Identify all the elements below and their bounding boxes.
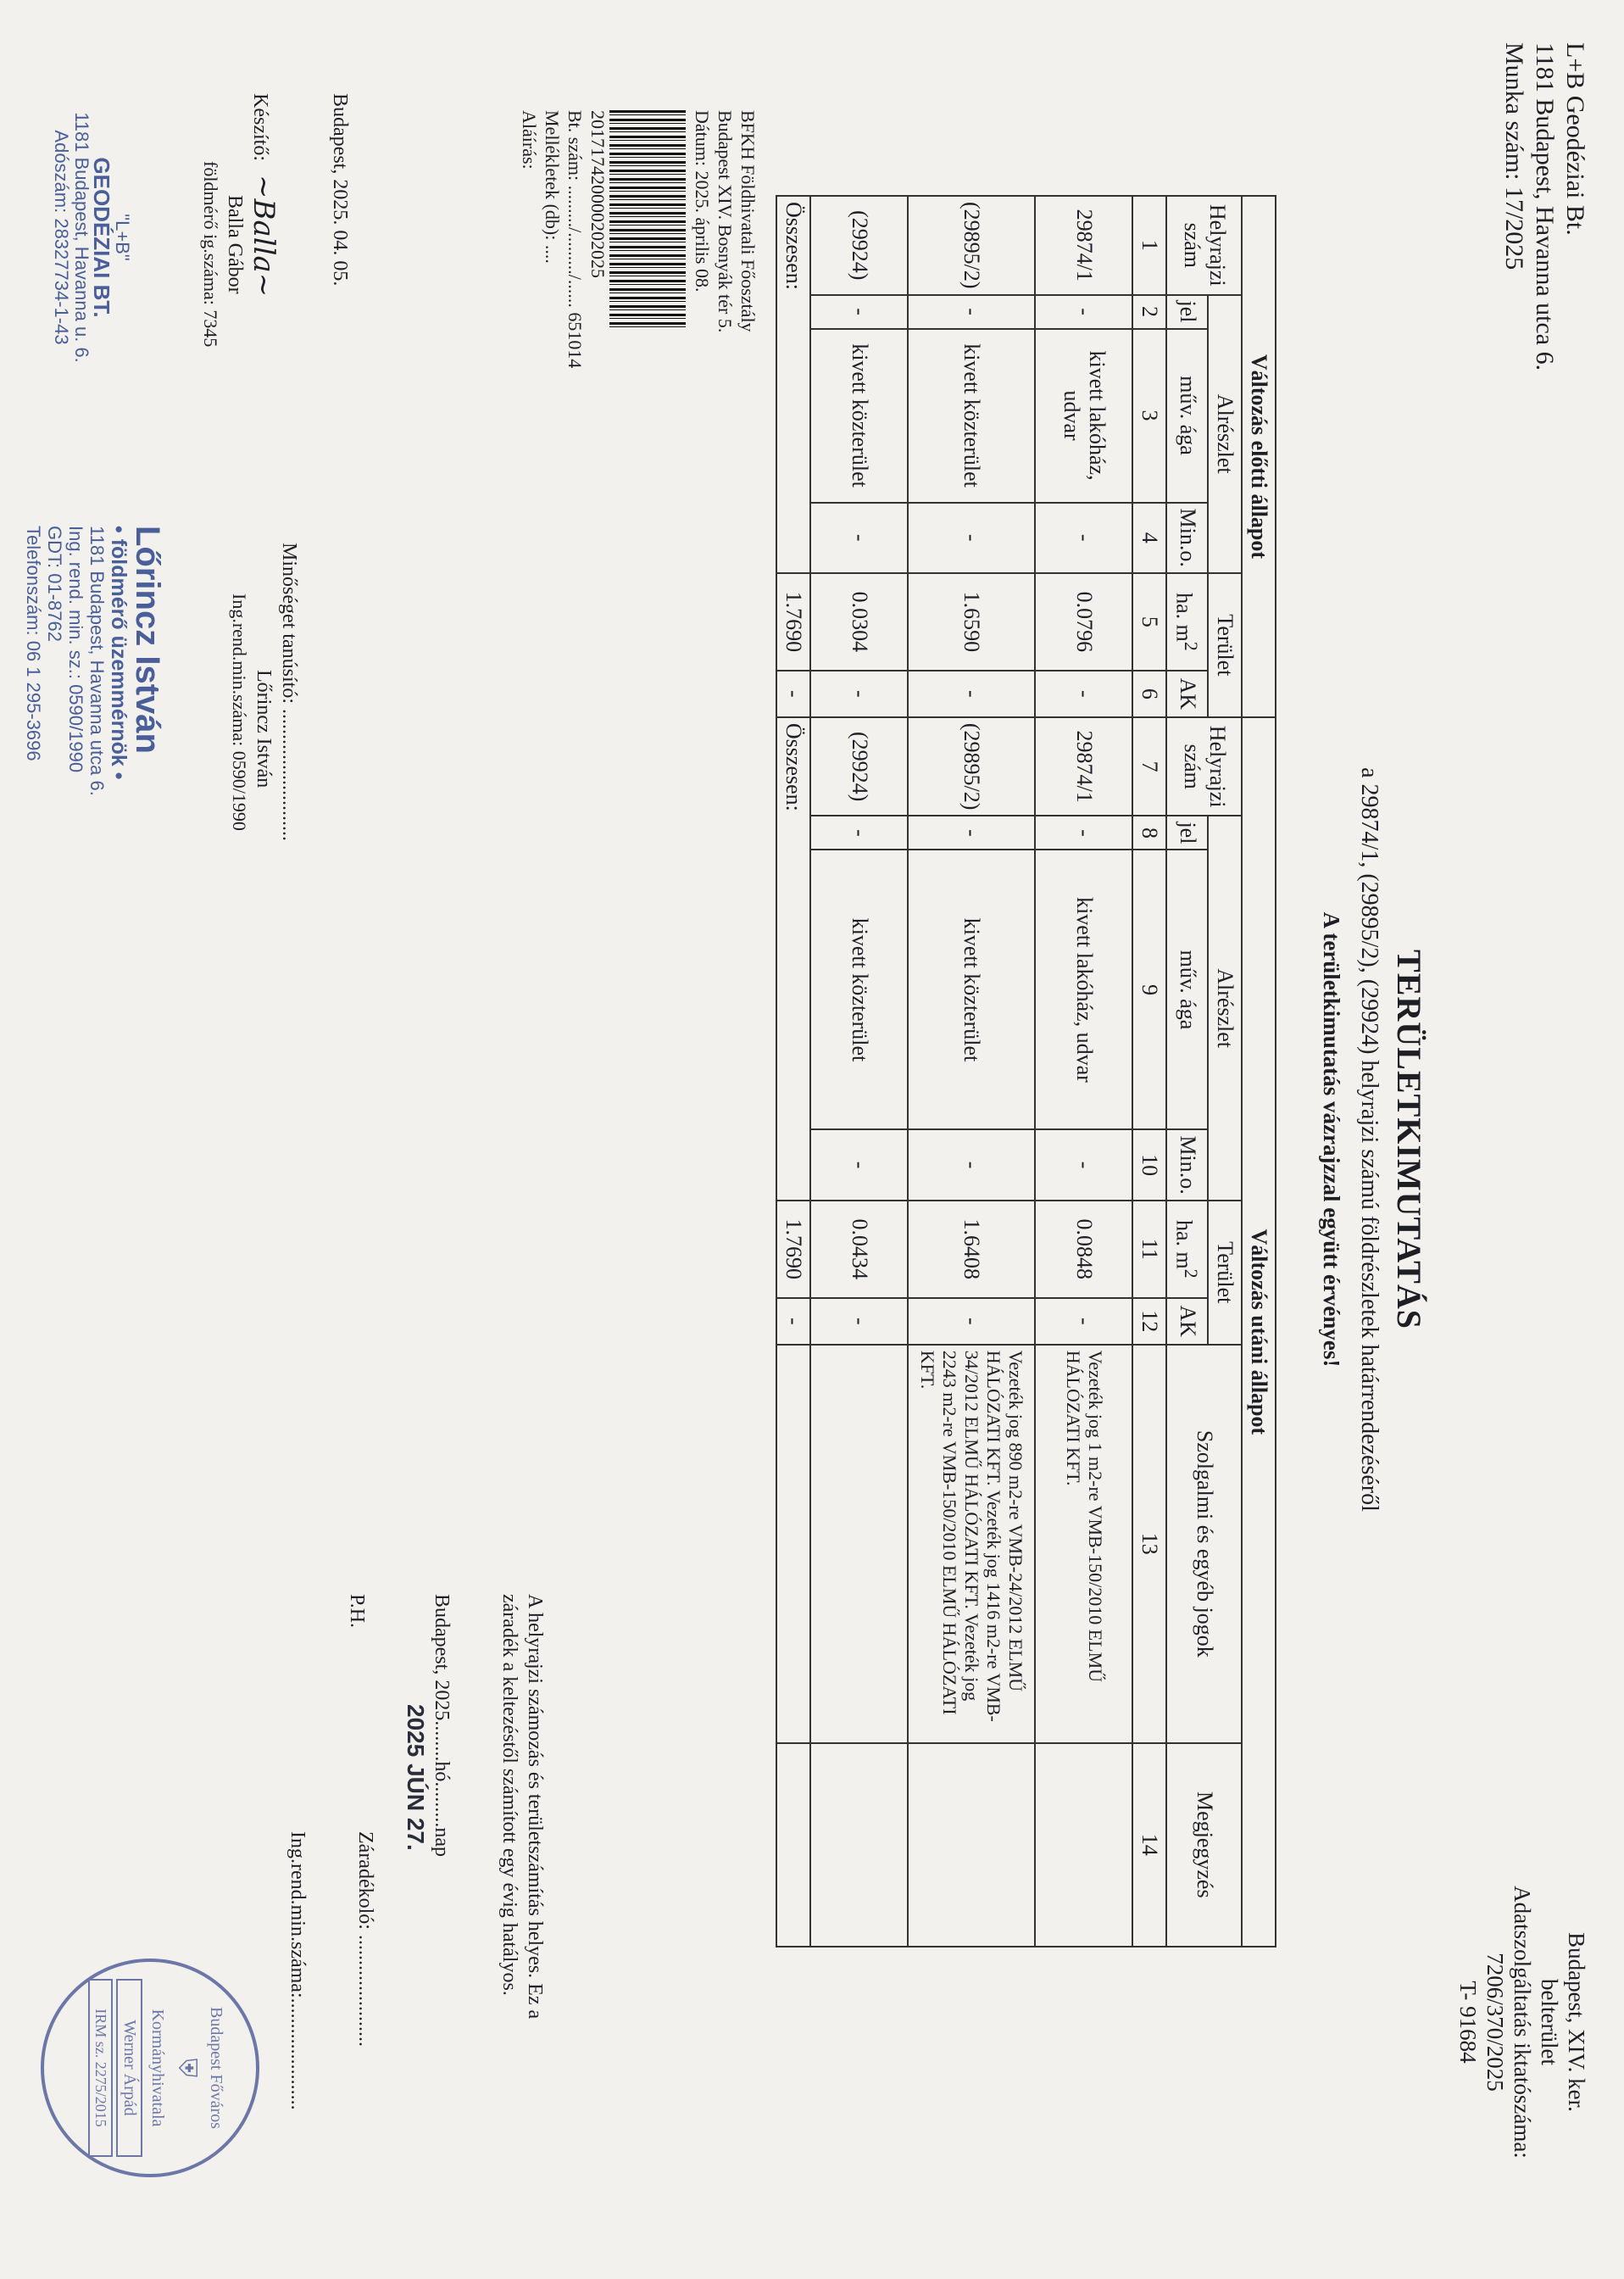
parcel-number-after: (29924) (810, 717, 908, 816)
sub-mark: - (908, 295, 1035, 329)
date-left: Budapest, 2025. 04. 05. (329, 93, 351, 287)
company-stamp-line: 1181 Budapest, Havanna u. 6. (71, 112, 92, 363)
col-number: 1 (1132, 196, 1166, 295)
header-ak-after: AK (1166, 1298, 1208, 1345)
total-row (776, 196, 810, 1947)
header-jel: jel (1166, 295, 1208, 329)
table-group-row (1242, 196, 1276, 1947)
area-after: 0.0434 (810, 1201, 908, 1298)
total-rights (776, 1345, 810, 1743)
parcel-number: (29924) (810, 196, 908, 295)
col-number: 9 (1132, 850, 1166, 1129)
area: 1.6590 (908, 573, 1035, 671)
table-row (1035, 196, 1132, 1947)
office-name: BFKH Földhivatali Főosztály (737, 110, 759, 332)
col-number: 4 (1132, 503, 1166, 573)
header-helyrajzi-after: Helyrajzi szám (1166, 717, 1242, 816)
company-stamp (51, 93, 132, 382)
header-terulet-after: Terület (1208, 1201, 1242, 1345)
col-number: 8 (1132, 816, 1166, 850)
coat-of-arms-icon: ⛨ (173, 2058, 201, 2078)
quality: - (810, 503, 908, 573)
office-stamp (518, 110, 759, 368)
table-row (908, 196, 1035, 1947)
certifier-label: Záradékoló: ...................... (354, 1831, 376, 2047)
ak: - (908, 671, 1035, 717)
header-rights: Szolgalmi és egyéb jogok (1166, 1345, 1242, 1743)
sub-mark-after: - (1035, 816, 1132, 850)
area-type: belterület (1537, 1979, 1562, 2065)
t-number: T- 91684 (1455, 1981, 1481, 2064)
page-subtitle: a 29874/1, (29895/2), (29924) helyrajzi számú földrészletek határrendezéséről (1356, 767, 1382, 1512)
parcel-number-after: 29874/1 (1035, 717, 1132, 816)
parcel-number: (29895/2) (908, 196, 1035, 295)
col-number: 10 (1132, 1129, 1166, 1200)
table-row (810, 196, 908, 1947)
total-remarks (776, 1743, 810, 1947)
quality: - (1035, 503, 1132, 573)
col-number: 12 (1132, 1298, 1166, 1345)
quality-id: Ing.rend.min.száma: 0590/1990 (229, 593, 250, 831)
header-ak: AK (1166, 671, 1208, 717)
rights (810, 1345, 908, 1743)
company-stamp-line: GEODÉZIAI BT. (89, 157, 114, 318)
cultivation-after: kivett közterület (908, 850, 1035, 1129)
group-before: Változás előtti állapot (1242, 196, 1276, 717)
col-number: 11 (1132, 1201, 1166, 1298)
district: Budapest, XIV. ker. (1564, 1932, 1589, 2112)
area-after: 0.0848 (1035, 1201, 1132, 1298)
area: 0.0304 (810, 573, 908, 671)
header-ha: ha. $m^2$ (1166, 573, 1208, 671)
lorincz-stamp (23, 526, 166, 899)
total-before: 1.7690 (776, 573, 810, 671)
work-number: Munka szám: 17/2025 (1500, 42, 1528, 270)
cultivation: kivett lakóház, udvar (1035, 329, 1132, 503)
round-stamp-line: Kormányhivatala (148, 2009, 167, 2127)
preparer-id: földmérő ig.száma: 7345 (200, 161, 221, 348)
cultivation: kivett közterület (908, 329, 1035, 503)
col-number: 13 (1132, 1345, 1166, 1743)
sub-mark-after: - (810, 816, 908, 850)
cultivation-after: kivett lakóház, udvar (1035, 850, 1132, 1129)
ak: - (1035, 671, 1132, 717)
lorincz-stamp-line: Telefonszám: 06 1 295-3696 (23, 526, 44, 761)
signature-label: Aláírás: (519, 110, 540, 170)
office-date: Dátum: 2025. április 08. (692, 110, 713, 293)
lorincz-stamp-line: GDT: 01-8762 (44, 526, 65, 642)
ph-label: P.H. (346, 1594, 368, 1629)
total-after: 1.7690 (776, 1201, 810, 1298)
quality-name: Lőrincz István (253, 670, 275, 788)
round-stamp-line: Budapest Főváros (207, 2007, 225, 2129)
quality: - (908, 503, 1035, 573)
header-ha-after: ha. $m^2$ (1166, 1201, 1208, 1298)
header-left (1499, 42, 1590, 371)
sub-mark: - (1035, 295, 1132, 329)
registration-number: Adatszolgáltatás iktatószáma: 7206/370/2025 (1482, 1886, 1535, 2159)
col-number: 14 (1132, 1743, 1166, 1947)
col-number: 6 (1132, 671, 1166, 717)
group-after: Változás utáni állapot (1242, 717, 1276, 1947)
certifier-id: Ing.rend.min.száma:...................... (286, 1831, 309, 2110)
lorincz-stamp-line: 1181 Budapest, Havanna utca 6. (86, 526, 108, 796)
company-stamp-line: Adószám: 28327734-1-43 (51, 130, 72, 345)
certification-text: A helyrajzi számozás és területszámítás helyes. Ez a záradék a keltezéstől számított egy évig hatályos. (498, 1594, 546, 2020)
area-after: 1.6408 (908, 1201, 1035, 1298)
table-header-row (1208, 196, 1242, 1947)
col-number: 2 (1132, 295, 1166, 329)
barcode (609, 110, 686, 331)
sub-mark: - (810, 295, 908, 329)
office-address: Budapest XIV. Bosnyák tér 5. (715, 110, 736, 333)
preparer-label: Készítő: (249, 93, 271, 161)
remarks (908, 1743, 1035, 1947)
header-alreszlet: Alrészlet (1208, 295, 1242, 573)
round-stamp-line: Werner Árpád (116, 1979, 142, 2157)
preparer-name: Balla Gábor (224, 195, 246, 294)
area: 0.0796 (1035, 573, 1132, 671)
bt-number: Bt. szám: ........./........./...... 651014 (565, 110, 586, 369)
header-mino: Min.o. (1166, 503, 1208, 573)
col-number: 5 (1132, 573, 1166, 671)
quality-block (228, 543, 302, 841)
lorincz-stamp-line: Ing. rend. min. sz.: 0590/1990 (65, 526, 86, 773)
certification-date: Budapest, 2025........hó.........nap (431, 1594, 453, 1857)
validity-note: A területkimutatás vázrajzzal együtt érvényes! (1319, 911, 1344, 1368)
signature-icon: ~Balla~ (247, 174, 281, 298)
company-name: L+B Geodéziai Bt. (1561, 42, 1589, 236)
header-remarks: Megjegyzés (1166, 1743, 1242, 1947)
cultivation: kivett közterület (810, 329, 908, 503)
quality-after: - (908, 1129, 1035, 1200)
rights: Vezeték jog 1 m2-re VMB-150/2010 ELMŰ HÁLÓZATI KFT. (1035, 1345, 1132, 1743)
preparer-block (199, 93, 281, 348)
ak-after: - (810, 1298, 908, 1345)
ak-after: - (908, 1298, 1035, 1345)
company-address: 1181 Budapest, Havanna utca 6. (1531, 42, 1559, 371)
ak: - (810, 671, 908, 717)
company-stamp-line: "L+B" (112, 214, 133, 261)
header-muv-after: műv. ága (1166, 850, 1208, 1129)
area-table (776, 195, 1276, 1947)
lorincz-stamp-line: • földmérő üzemmérnök • (107, 526, 131, 780)
round-stamp-line: IRM sz. 2275/2015 (88, 1979, 113, 2157)
header-mino-after: Min.o. (1166, 1129, 1208, 1200)
total-ak: - (776, 671, 810, 717)
quality-after: - (1035, 1129, 1132, 1200)
header-terulet: Terület (1208, 573, 1242, 717)
lorincz-stamp-line: Lőrincz István (129, 526, 166, 754)
header-helyrajzi: Helyrajzi szám (1166, 196, 1242, 295)
header-alreszlet-after: Alrészlet (1208, 816, 1242, 1200)
ak-after: - (1035, 1298, 1132, 1345)
barcode-text: 201717420000202025 (587, 110, 609, 278)
total-label-after: Összesen: (776, 717, 810, 1201)
total-label: Összesen: (776, 196, 810, 573)
col-number: 3 (1132, 329, 1166, 503)
date-stamp: 2025 JÚN 27. (403, 1704, 429, 1851)
header-jel-after: jel (1166, 816, 1208, 850)
sub-mark-after: - (908, 816, 1035, 850)
quality-label: Minőséget tanúsító: .......................... (278, 543, 300, 841)
header-right (1454, 1882, 1590, 2162)
remarks (810, 1743, 908, 1947)
remarks (1035, 1743, 1132, 1947)
rights: Vezeték jog 890 m2-re VMB-24/2012 ELMŰ HÁLÓZATI KFT. Vezeték jog 1416 m2-re VMB-34/2012 ELMŰ HÁLÓZATI KFT. Vezeték jog 2243 m2-re VMB-150/2010 ELMŰ HÁLÓZATI KFT. (908, 1345, 1035, 1743)
header-muv: műv. ága (1166, 329, 1208, 503)
parcel-number: 29874/1 (1035, 196, 1132, 295)
attachments: Mellékletek (db): .... (542, 110, 563, 264)
parcel-number-after: (29895/2) (908, 717, 1035, 816)
col-number: 7 (1132, 717, 1166, 816)
cultivation-after: kivett közterület (810, 850, 908, 1129)
total-ak-after: - (776, 1298, 810, 1345)
quality-after: - (810, 1129, 908, 1200)
column-number-row (1132, 196, 1166, 1947)
page-title: TERÜLETKIMUTATÁS (1390, 950, 1428, 1329)
official-round-stamp (41, 1959, 259, 2177)
